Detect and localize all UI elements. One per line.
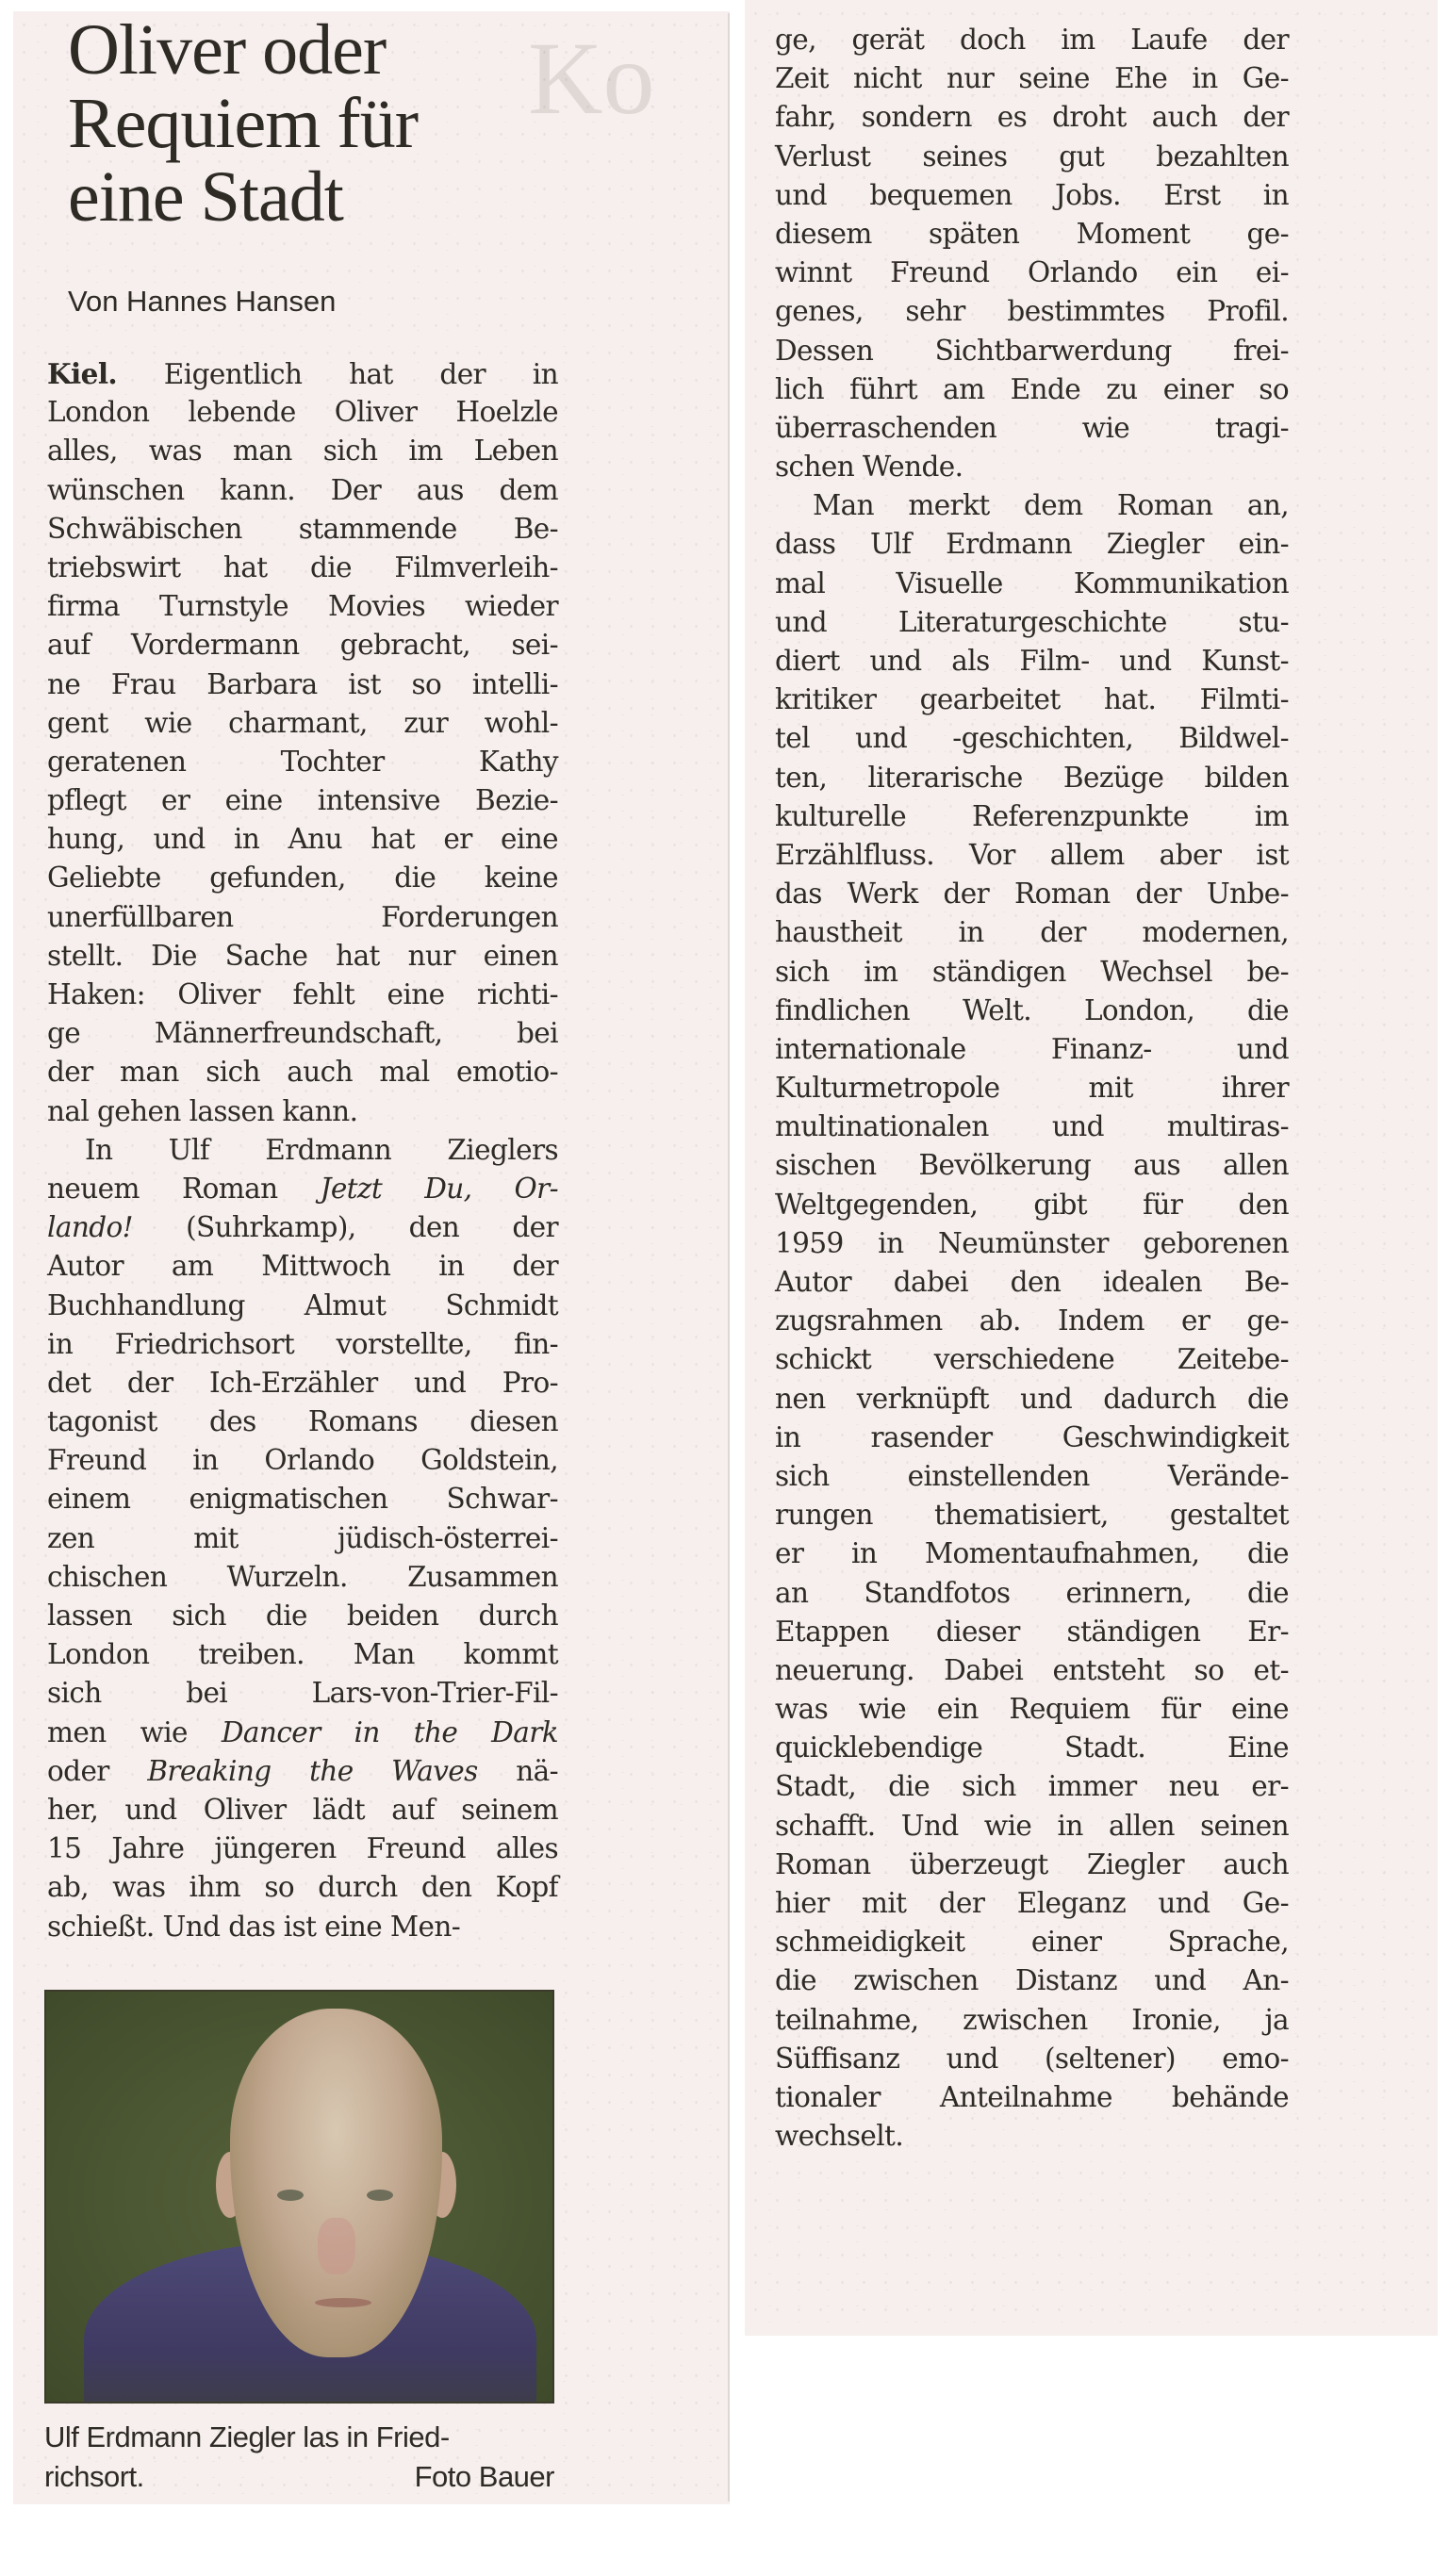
text-line (775, 486, 1289, 525)
text-line (775, 953, 1289, 992)
text-line (47, 587, 558, 626)
text-segment: wünschen kann. Der aus dem (47, 473, 558, 506)
text-segment: und Literaturgeschichte stu- (775, 605, 1289, 638)
text-line (775, 1186, 1289, 1224)
text-line (47, 1053, 558, 1091)
text-line (47, 1480, 558, 1518)
text-segment: schafft. Und wie in allen seinen (775, 1809, 1289, 1842)
text-segment: sischen Bevölkerung aus allen (775, 1149, 1289, 1182)
text-segment: sich einstellenden Verände- (775, 1459, 1289, 1492)
text-line (775, 1961, 1289, 2000)
text-line (47, 898, 558, 937)
text-line (47, 976, 558, 1014)
text-segment: Schwäbischen stammende Be- (47, 512, 558, 545)
text-segment: Autor am Mittwoch in der (47, 1250, 558, 1283)
text-line (775, 332, 1289, 370)
text-segment: Weltgegenden, gibt für den (775, 1188, 1289, 1221)
text-line (47, 859, 558, 897)
text-line (775, 992, 1289, 1030)
text-line (47, 1287, 558, 1325)
text-line (775, 1496, 1289, 1534)
text-segment: der man sich auch mal emotio- (47, 1056, 558, 1089)
headline-line: Oliver oder (68, 10, 387, 90)
text-segment: schießt. Und das ist eine Men- (47, 1910, 461, 1943)
text-segment: multinationalen und multiras- (775, 1110, 1289, 1143)
text-segment: Stadt, die sich immer neu er- (775, 1770, 1289, 1803)
text-line (47, 1674, 558, 1713)
text-segment: oder (47, 1754, 148, 1787)
photo-caption-text: richsort. (44, 2460, 144, 2493)
text-segment: zen mit jüdisch-österrei- (47, 1521, 558, 1554)
text-segment: tagonist des Romans diesen (47, 1405, 558, 1438)
text-segment: mal Visuelle Kommunikation (775, 566, 1289, 599)
text-segment: Kulturmetropole mit ihrer (775, 1072, 1289, 1105)
text-segment: kulturelle Referenzpunkte im (775, 799, 1289, 832)
photo-nose (318, 2218, 355, 2274)
text-segment: Verlust seines gut bezahlten (775, 139, 1289, 172)
text-line (775, 1807, 1289, 1846)
text-line (775, 1224, 1289, 1263)
text-segment: Eigentlich hat der in (117, 358, 558, 390)
text-line (47, 820, 558, 859)
text-segment: haustheit in der modernen, (775, 916, 1289, 949)
text-segment: gent wie charmant, zur wohl- (47, 706, 558, 739)
text-line (47, 1170, 558, 1208)
text-line (47, 1558, 558, 1597)
text-segment: rungen thematisiert, gestaltet (775, 1499, 1289, 1532)
text-line (775, 1574, 1289, 1613)
text-segment: Erzählfluss. Vor allem aber ist (775, 838, 1289, 871)
text-line (47, 743, 558, 781)
text-line (47, 1519, 558, 1558)
text-segment: ten, literarische Bezüge bilden (775, 761, 1289, 794)
text-segment: Süffisanz und (seltener) emo- (775, 2042, 1289, 2075)
text-line (775, 1419, 1289, 1457)
text-segment: London lebende Oliver Hoelzle (47, 396, 558, 429)
text-segment: geratenen Tochter Kathy (47, 745, 558, 778)
text-segment: die zwischen Distanz und An- (775, 1964, 1289, 1997)
text-segment: quicklebendige Stadt. Eine (775, 1731, 1289, 1764)
text-line (775, 2040, 1289, 2078)
author-photo (44, 1990, 554, 2404)
text-line (47, 1092, 558, 1131)
text-segment: nä- (477, 1754, 558, 1787)
text-segment: tionaler Anteilnahme behände (775, 2080, 1289, 2113)
text-line (47, 1441, 558, 1480)
text-segment: hung, und in Anu hat er eine (47, 823, 558, 856)
text-line (775, 215, 1289, 254)
text-segment: an Standfotos erinnern, die (775, 1576, 1289, 1609)
text-line (47, 1403, 558, 1441)
text-line (775, 138, 1289, 176)
text-segment: einem enigmatischen Schwar- (47, 1483, 558, 1516)
text-line (775, 1884, 1289, 1923)
text-segment: findlichen Welt. London, die (775, 993, 1289, 1026)
text-line (775, 1108, 1289, 1146)
text-segment: diesem späten Moment ge- (775, 217, 1289, 250)
text-line (775, 642, 1289, 681)
text-segment: wechselt. (775, 2120, 904, 2153)
text-segment: sich im ständigen Wechsel be- (775, 955, 1289, 988)
text-segment: her, und Oliver lädt auf seinem (47, 1793, 558, 1826)
text-line (775, 1263, 1289, 1302)
text-line (47, 626, 558, 665)
text-segment: London treiben. Man kommt (47, 1638, 558, 1671)
text-line (775, 1690, 1289, 1729)
italic-title: Jetzt Du, Or- (320, 1172, 558, 1205)
text-line (775, 448, 1289, 486)
text-line (47, 1325, 558, 1364)
text-segment: lich führt am Ende zu einer so (775, 372, 1289, 405)
text-line (775, 1651, 1289, 1690)
text-segment: Buchhandlung Almut Schmidt (47, 1288, 558, 1321)
text-segment: 15 Jahre jüngeren Freund alles (47, 1832, 558, 1865)
text-line (775, 913, 1289, 952)
text-segment: sich bei Lars-von-Trier-Fil- (47, 1677, 558, 1710)
text-segment: diert und als Film- und Kunst- (775, 645, 1289, 677)
text-line (47, 1247, 558, 1286)
text-segment: alles, was man sich im Leben (47, 435, 558, 468)
italic-title: lando! (47, 1211, 133, 1244)
photo-eye-left (277, 2190, 304, 2201)
text-segment: unerfüllbaren Forderungen (47, 900, 558, 933)
text-line (775, 292, 1289, 331)
photo-mouth (315, 2298, 371, 2307)
dateline: Kiel. (47, 357, 118, 390)
text-segment: Freund in Orlando Goldstein, (47, 1444, 558, 1477)
text-line (775, 1146, 1289, 1185)
paper-fold-line (728, 13, 730, 2502)
text-segment: winnt Freund Orlando ein ei- (775, 256, 1289, 289)
text-line (47, 781, 558, 820)
text-line (47, 1791, 558, 1829)
text-line (47, 1635, 558, 1674)
text-segment: das Werk der Roman der Unbe- (775, 878, 1289, 911)
text-line (775, 1846, 1289, 1884)
text-line (775, 603, 1289, 642)
text-segment: ge Männerfreundschaft, bei (47, 1017, 558, 1050)
text-line (775, 875, 1289, 913)
text-segment: Dessen Sichtbarwerdung frei- (775, 334, 1289, 367)
text-line (47, 1364, 558, 1403)
text-segment: in Friedrichsort vorstellte, fin- (47, 1327, 558, 1360)
text-line (775, 1030, 1289, 1069)
text-line (775, 565, 1289, 603)
text-line (47, 549, 558, 587)
text-line (775, 1923, 1289, 1961)
photo-caption-line2 (44, 2457, 554, 2497)
text-segment: internationale Finanz- und (775, 1032, 1289, 1065)
text-line (47, 1752, 558, 1791)
text-segment: stellt. Die Sache hat nur einen (47, 939, 558, 972)
text-line (47, 1131, 558, 1170)
text-segment: In Ulf Erdmann Zieglers (85, 1133, 558, 1166)
text-line (775, 254, 1289, 292)
text-line (775, 98, 1289, 137)
text-line (775, 1534, 1289, 1573)
text-segment: fahr, sondern es droht auch der (775, 101, 1289, 134)
italic-title: Dancer in the Dark (221, 1715, 558, 1748)
text-segment: überraschenden wie tragi- (775, 411, 1289, 444)
text-segment: tel und -geschichten, Bildwel- (775, 722, 1289, 755)
text-line (775, 21, 1289, 59)
text-segment: chischen Wurzeln. Zusammen (47, 1560, 558, 1593)
text-segment: Roman überzeugt Ziegler auch (775, 1847, 1289, 1880)
text-segment: Etappen dieser ständigen Er- (775, 1615, 1289, 1648)
text-segment: schickt verschiedene Zeitebe- (775, 1343, 1289, 1376)
text-line (775, 797, 1289, 836)
text-segment: lassen sich die beiden durch (47, 1600, 558, 1632)
text-line (47, 1597, 558, 1635)
text-line (47, 354, 558, 393)
text-line (47, 471, 558, 510)
article-column-left (47, 354, 558, 1946)
text-segment: genes, sehr bestimmtes Profil. (775, 295, 1289, 328)
article-column-right (775, 21, 1289, 2156)
photo-caption: Ulf Erdmann Ziegler las in Fried- (44, 2420, 450, 2453)
text-line (775, 1302, 1289, 1340)
text-line (775, 1069, 1289, 1108)
photo-eye-right (367, 2190, 393, 2201)
text-line (47, 510, 558, 549)
text-line (47, 937, 558, 976)
text-segment: men wie (47, 1715, 222, 1748)
text-segment: nal gehen lassen kann. (47, 1094, 358, 1127)
text-line (775, 2078, 1289, 2117)
text-segment: auf Vordermann gebracht, sei- (47, 629, 558, 662)
text-line (775, 681, 1289, 719)
text-segment: Geliebte gefunden, die keine (47, 861, 558, 894)
text-segment: neuerung. Dabei entsteht so et- (775, 1653, 1289, 1686)
text-segment: Autor dabei den idealen Be- (775, 1266, 1289, 1298)
text-line (47, 1208, 558, 1247)
text-line (775, 759, 1289, 797)
text-segment: zugsrahmen ab. Indem er ge- (775, 1304, 1289, 1337)
text-segment: dass Ulf Erdmann Ziegler ein- (775, 528, 1289, 561)
text-line (775, 2117, 1289, 2156)
text-segment: in rasender Geschwindigkeit (775, 1420, 1289, 1453)
text-segment: schmeidigkeit einer Sprache, (775, 1926, 1289, 1959)
text-segment: hier mit der Eleganz und Ge- (775, 1887, 1289, 1919)
text-line (775, 525, 1289, 564)
text-segment: ge, gerät doch im Laufe der (775, 24, 1289, 56)
text-segment: was wie ein Requiem für eine (775, 1693, 1289, 1726)
headline-line: eine Stadt (68, 157, 343, 237)
text-line (47, 704, 558, 743)
text-segment: firma Turnstyle Movies wieder (47, 590, 558, 623)
text-segment: (Suhrkamp), den der (132, 1211, 558, 1244)
text-segment: pflegt er eine intensive Bezie- (47, 784, 558, 817)
text-line (47, 1829, 558, 1868)
text-segment: ne Frau Barbara ist so intelli- (47, 667, 558, 700)
text-line (775, 1613, 1289, 1651)
text-line (775, 1340, 1289, 1379)
text-segment: teilnahme, zwischen Ironie, ja (775, 2003, 1289, 2036)
text-segment: Zeit nicht nur seine Ehe in Ge- (775, 62, 1289, 95)
text-segment: triebswirt hat die Filmverleih- (47, 550, 558, 583)
text-segment: ab, was ihm so durch den Kopf (47, 1871, 558, 1904)
text-line (775, 1729, 1289, 1767)
text-segment: det der Ich-Erzähler und Pro- (47, 1366, 558, 1399)
photo-credit: Foto Bauer (414, 2460, 554, 2493)
text-segment: und bequemen Jobs. Erst in (775, 178, 1289, 211)
text-line (47, 665, 558, 704)
headline-line: Requiem für (68, 84, 419, 163)
text-segment: schen Wende. (775, 451, 963, 484)
text-segment: kritiker gearbeitet hat. Filmti- (775, 683, 1289, 716)
text-line (775, 1380, 1289, 1419)
bleed-through-text: Ko (528, 21, 655, 136)
text-segment: Haken: Oliver fehlt eine richti- (47, 978, 558, 1010)
text-line (775, 1767, 1289, 1806)
text-line (775, 719, 1289, 758)
text-line (47, 432, 558, 470)
text-line (775, 370, 1289, 409)
text-line (47, 1014, 558, 1053)
text-line (47, 1908, 558, 1946)
article-headline (68, 10, 671, 237)
text-line (47, 1868, 558, 1907)
article-byline: Von Hannes Hansen (68, 285, 337, 318)
text-line (775, 59, 1289, 98)
text-segment: 1959 in Neumünster geborenen (775, 1226, 1289, 1259)
text-line (775, 176, 1289, 215)
text-segment: neuem Roman (47, 1172, 321, 1205)
text-line (47, 1714, 558, 1752)
text-line (775, 409, 1289, 448)
italic-title: Breaking the Waves (147, 1754, 478, 1787)
text-line (775, 1457, 1289, 1496)
text-segment: Man merkt dem Roman an, (813, 489, 1289, 522)
text-segment: nen verknüpft und dadurch die (775, 1382, 1289, 1415)
text-line (775, 2001, 1289, 2040)
text-line (47, 393, 558, 432)
text-segment: er in Momentaufnahmen, die (775, 1537, 1289, 1570)
text-line (775, 836, 1289, 875)
